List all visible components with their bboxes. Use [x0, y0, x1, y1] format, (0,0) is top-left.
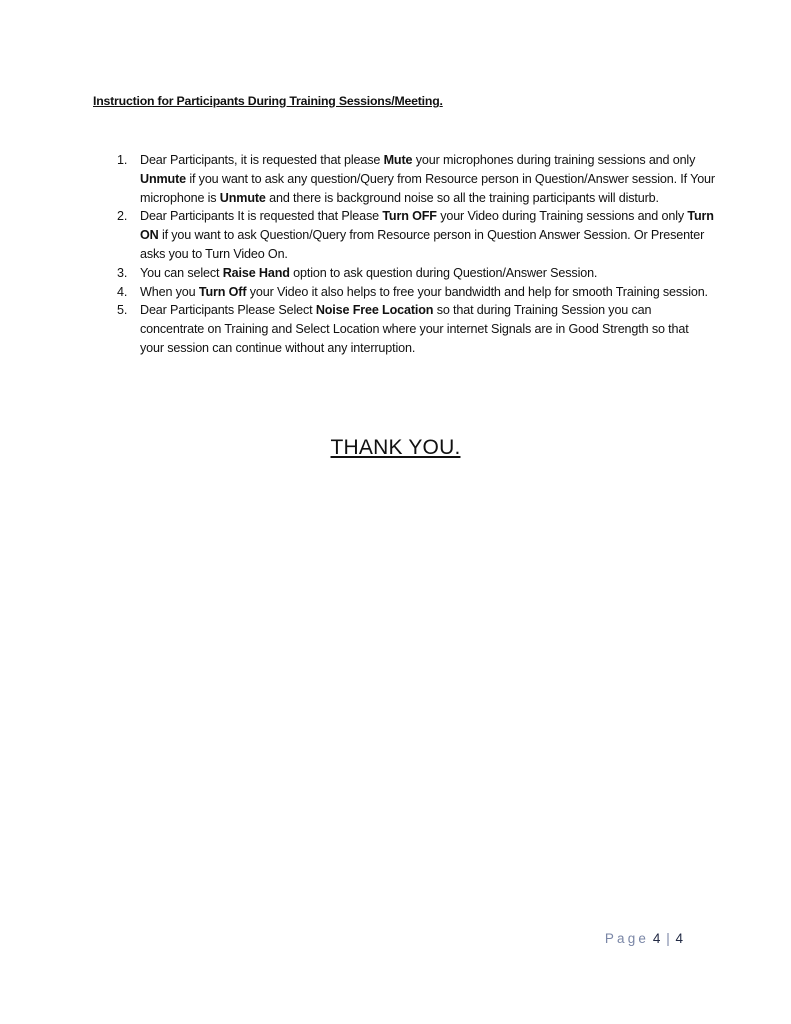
- bold-term: Noise Free Location: [315, 303, 434, 318]
- page-label: Page: [604, 931, 650, 946]
- list-item: [110, 264, 715, 283]
- list-item: [110, 283, 715, 302]
- instruction-list: [110, 151, 715, 358]
- item-text: Dear Participants It is requested that Please Turn OFF your Video during Training sessions and only Turn ON if you want to ask Question/Query from Resource person in Question Answer Session. Or Presenter asks you to Turn Video On.: [140, 209, 714, 261]
- bold-term: Unmute: [140, 171, 186, 186]
- list-item: [110, 207, 715, 263]
- item-number: 5.: [117, 303, 128, 318]
- list-item: [110, 301, 715, 357]
- item-text: When you Turn Off your Video it also helps to free your bandwidth and help for smooth Training session.: [140, 284, 708, 299]
- bold-term: Turn OFF: [382, 209, 437, 224]
- bold-term: Turn ON: [140, 209, 714, 243]
- item-text: Dear Participants Please Select Noise Free Location so that during Training Session you can concentrate on Training and Select Location where your internet Signals are in Good Strength so that your session can continue without any interruption.: [140, 303, 689, 355]
- item-number: 3.: [117, 265, 128, 280]
- bold-term: Mute: [383, 153, 413, 167]
- page-footer: [605, 931, 683, 946]
- item-text: Dear Participants, it is requested that please Mute your microphones during training sessions and only Unmute if you want to ask any question/Query from Resource person in Question/Answer session. If Your microphone is Unmute and there is background noise so all the training participants will disturb.: [140, 153, 715, 205]
- item-number: 1.: [117, 153, 128, 167]
- item-text: You can select Raise Hand option to ask question during Question/Answer Session.: [140, 265, 598, 280]
- page-separator: |: [666, 931, 670, 946]
- current-page-number: 4: [652, 931, 661, 946]
- thank-you-text: THANK YOU.: [330, 436, 461, 459]
- item-number: 2.: [117, 209, 128, 224]
- bold-term: Turn Off: [198, 284, 247, 299]
- bold-term: Raise Hand: [222, 265, 290, 280]
- bold-term: Unmute: [219, 190, 266, 205]
- item-number: 4.: [117, 284, 128, 299]
- total-page-number: 4: [675, 931, 683, 946]
- instructions-heading: Instruction for Participants During Training Sessions/Meeting.: [93, 94, 443, 108]
- list-item: [110, 151, 715, 207]
